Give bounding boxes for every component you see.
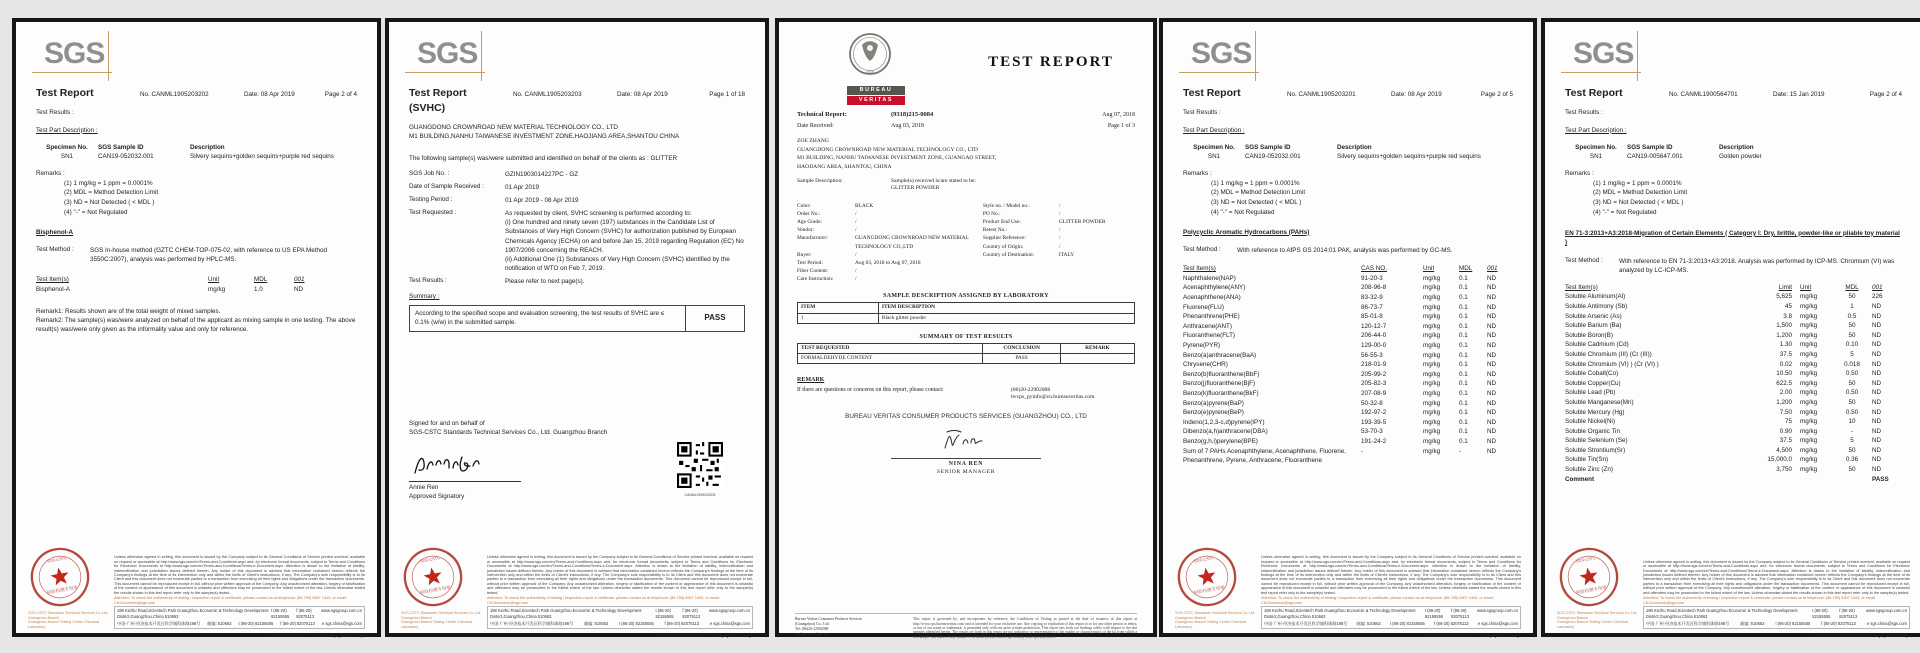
test-results-label: Test Results : [1183,109,1221,117]
svg-text:检验检测专用章: 检验检测专用章 [46,584,78,595]
remark-line: (3) ND = Not Detected ( < MDL ) [1211,199,1302,207]
intro-line: The following sample(s) was/were submitted and identified on behalf of the clients as : GLITTER [409,155,678,163]
footer-address-row-en: 198 Kezhu Road,Scientech Park Guangzhou Economic & Technology Development District,Guangzhou,China 510663 t (86-20) 82155555 f (86-20) 82075113 www.sgsgroup.com.cn [490,608,750,619]
bv-footer-legal: This report is governed by, and incorporates by reference, the Conditions of Testing as posted at the date of issuance of this report at http://www.cps.bureauveritas.com/ and is intended for your exclusive use. Any copying or replication of this report to or for any other person or entity, or use of our name or trademark, is permitted only with our prior written permission. This report sets forth our findings solely with respect to the test samples identified herein. The results set forth in this report are not indicative or representative of the quality or characteristics of the lot from which a test sample was taken or any similar or identical product unless specifically and expressly noted. [913,617,1137,639]
bv-footer-address-line: cps.bureauveritas.com [795,631,829,636]
svg-text:检验检测专用章: 检验检测专用章 [1575,584,1607,595]
detail-field: Country of Origin: / [982,243,1061,250]
report-page: Page 1 of 18 [709,91,745,98]
detail-field: PO No.: / [982,211,1061,218]
signature-block [409,420,639,501]
report-title: Test Report [36,87,94,99]
table-row: Soluble Antimony (Sb) 45 mg/kg 1 ND [1565,302,1882,310]
sample-detail-columns [797,202,1135,283]
detail-field: Age Grade: / [797,219,857,226]
report-title: Test Report [1183,87,1241,99]
report-page: Page 2 of 4 [1869,91,1902,98]
sgs-logo-vline [108,31,109,81]
footer-address-box [114,606,365,629]
table-header-row: ITEM ITEM DESCRIPTION [798,303,1135,313]
qr-code-block [675,442,725,497]
sgs-logo [417,34,503,78]
signatory-title: Approved Signatory [409,492,465,500]
detail-column-right [983,202,1135,283]
sgs-report-pahs[interactable] [1159,18,1537,640]
signature-rule [891,458,1041,459]
svg-text:检验检测专用章: 检验检测专用章 [1193,584,1225,595]
remarks-list [1565,179,1902,218]
report-date: Date: 15 Jan 2019 [1773,91,1825,98]
table-row: Soluble Chromium (VI) ) (Cr (VI) ) 0.02 mg/kg 0.018 ND [1565,360,1882,368]
technical-report-row: Technical Report: (9318)215-0084 Aug 07, 2018 [797,110,1135,118]
bv-company-line: BUREAU VERITAS CONSUMER PRODUCTS SERVICES (GUANGZHOU) CO., LTD [845,413,1087,421]
sgs-report-svhc[interactable] [385,18,769,640]
sgs-footer [26,546,365,629]
technical-report-number: (9318)215-0084 [891,110,934,118]
report-number: No. CANML1905203202 [140,91,209,98]
result-table-body [1183,274,1513,466]
sgs-logo-text: SGS [44,37,105,70]
remark-line: (3) ND = Not Detected ( < MDL ) [64,199,155,207]
table-row: FORMALDEHYDE CONTENT PASS [798,354,1135,364]
report-page: Page 2 of 5 [1480,91,1513,98]
detail-field: Buyer: / [797,251,857,258]
sample-description-value: Sample(s) received is/are stated to be: GLITTER POWDER [891,177,976,192]
report-date: Date: 08 Apr 2019 [617,91,668,98]
issue-date: Aug 07, 2018 [1102,111,1135,118]
sample-description-table [797,302,1135,324]
summary-box [409,305,745,332]
sgs-logo-text: SGS [1573,37,1634,70]
remark-line: (1) 1 mg/kg = 1 ppm = 0.0001% [64,179,153,187]
bv-footer-address-line: Tel: (86)20-22902088 [795,627,829,632]
sgs-logo-hline [405,72,485,73]
signatory-name: NINA REN [948,461,984,468]
detail-field: Order No.: / [797,211,857,218]
footer-legal-text: Unless otherwise agreed in writing, this document is issued by the Company subject to its General Conditions of Service printed overleaf, available on request or accessible at http://www.sgs.com/en/Terms-and-Conditions.aspx and, for electronic format documents, subject to Terms and Conditions for Electronic Documents at http://www.sgs.com/en/Terms-and-Conditions/Terms-e-Document.aspx. Attention is drawn to the limitation of liability, indemnification and jurisdiction issues defined therein. Any holder of this document is advised that information contained hereon reflects the Company's findings at the time of its intervention only and within the limits of Client's instructions, if any. The Company's sole responsibility is to its Client and this document does not exonerate parties to a transaction from exercising all their rights and obligations under the transaction documents. This document cannot be reproduced except in full, without prior written approval of the Company. Any unauthorized alteration, forgery or falsification of the content or appearance of this document is unlawful and offenders may be prosecuted to the fullest extent of the law. Unless otherwise stated the results shown in this test report refer only to the sample(s) tested. [114,555,365,595]
bv-footer-address [795,617,905,639]
test-results-row: Test Results : Please refer to next page(s). [409,277,585,286]
page-content [389,22,765,649]
specimen-value-row: SN1 CAN19-052032.001 Silvery sequins+golden sequins+purple red sequins [1207,152,1481,160]
summary-text: According to the specified scope and evaluation screening, the test results of SVHC are ≤ 0.1% (w/w) in the submitted sample. [415,309,665,327]
specimen-header-row: Specimen No. SGS Sample ID Description [1575,144,1754,152]
comment-pass: PASS [1872,475,1889,483]
test-requested-paragraph: (ii) Additional One (1) Substances of Very High Concern (SVHC) identified by the notification of WTO on Feb 7, 2019. [505,255,730,272]
footer-attention-text: Attention: To check the authenticity of testing / inspection report & certificate, please contact us at telephone: (86-755) 8307 1443, or email: CN.Doccheck@sgs.com [1261,596,1494,605]
remark-line: (2) MDL = Method Detection Limit [64,189,159,197]
sgs-logo [44,34,130,78]
stamp-caption-1: SGS-CSTC Standards Technical Services Co.,Ltd. Guangzhou Branch [401,611,482,620]
stamp-column [399,546,487,629]
report-header [1565,86,1902,100]
table-row: Phenanthrene(PHE) 85-01-8 mg/kg 0.1 ND [1183,313,1497,321]
sgs-member-line: Member of the SGS Group (SGS SA) [1426,633,1519,640]
sgs-member-line: Member of the SGS Group (SGS SA) [1815,633,1908,640]
table-row: Soluble Lead (Pb) 2.00 mg/kg 0.50 ND [1565,389,1882,397]
section-heading: Polycyclic Aromatic Hydrocarbons (PAHs) [1183,228,1310,236]
bv-wordmark-bureau: BUREAU [847,86,905,95]
result-table-body [1565,292,1902,474]
table-row: Soluble Boron(B) 1,200 mg/kg 50 ND [1565,331,1882,339]
sgs-logo [1573,34,1659,78]
footer-text [487,555,753,629]
report-page: Page 2 of 4 [324,91,357,98]
report-title: Test Report [409,87,467,99]
summary-table-title: SUMMARY OF TEST RESULTS [919,333,1013,340]
remark1: Remark1: Results shown are of the total weight of mixed samples. [36,307,221,315]
remark-line: (3) ND = Not Detected ( < MDL ) [1593,199,1684,207]
summary-of-test-results-table [797,343,1135,365]
red-seal-stamp-icon [396,540,470,612]
table-row: Soluble Mercury (Hg) 7.50 mg/kg 0.50 ND [1565,408,1882,416]
bv-footer [795,613,1137,639]
red-seal-stamp-icon [1170,540,1244,612]
sgs-logo-hline [32,72,112,73]
svg-text:SGS-CSTC: SGS-CSTC [419,554,441,564]
test-requested-paragraphs [505,209,745,273]
red-seal-stamp-icon [23,540,97,612]
table-row: Acenaphthylene(ANY) 208-96-8 mg/kg 0.1 ND [1183,284,1497,292]
detail-field: Test Period: Aug 03, 2018 to Aug 07, 2018 [797,259,921,266]
test-results-label: Test Results : [1565,109,1603,117]
footer-address-row-en: 198 Kezhu Road,Scientech Park Guangzhou Economic & Technology Development District,Guangzhou,China 510663 t (86-20) 82155555 f (86-20) 82075113 www.sgsgroup.com.cn [117,608,363,619]
result-table [1565,283,1902,484]
sgs-logo-vline [1637,31,1638,81]
signature-rule [409,481,521,482]
stamp-caption-1: SGS-CSTC Standards Technical Services Co.,Ltd. Guangzhou Branch [1557,611,1638,620]
test-requested-paragraph: As requested by client, SVHC screening is performed according to: [505,210,692,218]
remark-section [797,376,1135,402]
sgs-logo-text: SGS [417,37,478,70]
bv-title-area [967,32,1135,105]
table-row: Benzo(b)fluoranthene(BbF) 205-99-2 mg/kg 0.1 ND [1183,370,1497,378]
remark-line: (4) "-" = Not Regulated [1211,208,1275,216]
report-title: Test Report [1565,87,1623,99]
signed-line-2: SGS-CSTC Standards Technical Services Co., Ltd. Guangzhou Branch [409,428,608,436]
summary-heading: Summary : [409,293,440,301]
client-company-lines [797,146,1135,171]
remark-line: (1) 1 mg/kg = 1 ppm = 0.0001% [1211,179,1300,187]
table-row: Soluble Copper(Cu) 622.5 mg/kg 50 ND [1565,379,1882,387]
footer-attention-text: Attention: To check the authenticity of testing / inspection report & certificate, please contact us at telephone: (86-755) 8307 1443, or email: CN.Doccheck@sgs.com [114,596,347,605]
comment-row: Comment PASS [1565,475,1902,485]
stamp-caption-2: Guangzhou Branch Testing Center Chemical Laboratory [28,620,100,629]
footer-attention-text: Attention: To check the authenticity of testing / inspection report & certificate, please contact us at telephone: (86-755) 8307 1443, or email: CN.Doccheck@sgs.com [487,596,720,605]
specimen-header-row: Specimen No. SGS Sample ID Description [1193,144,1372,152]
table-row: Naphthalene(NAP) 91-20-3 mg/kg 0.1 ND [1183,274,1497,282]
table-row: Fluorene(FLU) 86-73-7 mg/kg 0.1 ND [1183,303,1497,311]
table-row: Dibenzo(a,h)anthracene(DBA) 53-70-3 mg/kg 0.1 ND [1183,428,1497,436]
stamp-caption-2: Guangzhou Branch Testing Center Chemical Laboratory [1175,620,1247,629]
table-row: Soluble Nickel(Ni) 75 mg/kg 10 ND [1565,418,1882,426]
table-row: Soluble Zinc (Zn) 3,750 mg/kg 50 ND [1565,466,1882,474]
footer-address-row-cn: 中国·广州·经济技术开发区科学城科珠路198号 邮编: 510663 t (86-20) 82155555 f (86-20) 82075113 e sgs.china@sgs.com [490,621,750,627]
svg-text:检验检测专用章: 检验检测专用章 [419,584,451,595]
detail-field: Country of Destination: ITALY [982,251,1075,258]
table-row: Soluble Tin(Sn) 15,000.0 mg/kg 0.36 ND [1565,456,1882,464]
table-row: 1 Black glitter powder [798,313,1135,323]
footer-legal-text: Unless otherwise agreed in writing, this document is issued by the Company subject to its General Conditions of Service printed overleaf, available on request or accessible at http://www.sgs.com/en/Terms-and-Conditions.aspx and, for electronic format documents, subject to Terms and Conditions for Electronic Documents at http://www.sgs.com/en/Terms-and-Conditions/Terms-e-Document.aspx. Attention is drawn to the limitation of liability, indemnification and jurisdiction issues defined therein. Any holder of this document is advised that information contained hereon reflects the Company's findings at the time of its intervention only and within the limits of Client's instructions, if any. The Company's sole responsibility is to its Client and this document does not exonerate parties to a transaction from exercising all their rights and obligations under the transaction documents. This document cannot be reproduced except in full, without prior written approval of the Company. Any unauthorized alteration, forgery or falsification of the content or appearance of this document is unlawful and offenders may be prosecuted to the fullest extent of the law. Unless otherwise stated the results shown in this test report refer only to the sample(s) tested. [1261,555,1521,595]
footer-legal-text: Unless otherwise agreed in writing, this document is issued by the Company subject to its General Conditions of Service printed overleaf, available on request or accessible at http://www.sgs.com/en/Terms-and-Conditions.aspx and, for electronic format documents, subject to Terms and Conditions for Electronic Documents at http://www.sgs.com/en/Terms-and-Conditions/Terms-e-Document.aspx. Attention is drawn to the limitation of liability, indemnification and jurisdiction issues defined therein. Any holder of this document is advised that information contained hereon reflects the Company's findings at the time of its intervention only and within the limits of Client's instructions, if any. The Company's sole responsibility is to its Client and this document does not exonerate parties to a transaction from exercising all their rights and obligations under the transaction documents. This document cannot be reproduced except in full, without prior written approval of the Company. Any unauthorized alteration, forgery or falsification of the content or appearance of this document is unlawful and offenders may be prosecuted to the fullest extent of the law. Unless otherwise stated the results shown in this test report refer only to the sample(s) tested. [487,555,753,595]
sgs-logo-vline [1255,31,1256,81]
remarks-heading: Remarks : [36,170,65,178]
table-row: Benzo(g,h,i)perylene(BPE) 191-24-2 mg/kg 0.1 ND [1183,437,1497,445]
test-results-label: Test Results : [36,109,74,117]
remark2: Remark2: The sample(s) was/were analyzed on behalf of the applicant as mixing sample in one testing. The above result(s) was/were only given as the informality value and only for reference. [36,316,356,333]
qr-caption: CANML1905203203 [684,492,716,497]
footer-address-box [1643,606,1910,629]
table-row: Sum of 7 PAHs Acenaphthylene, Acenaphthene, Fluorene, Phenanthrene, Pyrene, Anthracene, Fluoranthene - mg/kg - ND [1183,447,1497,465]
result-table-header: Test Item(s) Unit MDL 001 [36,276,305,284]
stamp-column [1173,546,1261,629]
table-row: Benzo(k)fluoranthene(BkF) 207-08-9 mg/kg 0.1 ND [1183,390,1497,398]
result-table [1183,264,1513,465]
footer-text [114,555,365,629]
sgs-report-bisphenol[interactable] [12,18,381,640]
detail-field: Care Instruction: / [797,276,857,282]
table-row: Benzo(e)pyrene(BeP) 192-97-2 mg/kg 0.1 ND [1183,409,1497,417]
specimen-value-row: SN1 CAN19-052032.001 Silvery sequins+golden sequins+purple red sequins [60,152,334,160]
qr-code-icon [677,442,723,488]
client-company-line: GUANGDONG CROWNROAD NEW MATERIAL TECHNOLOGY CO., LTD [797,146,978,153]
footer-text [1261,555,1521,629]
test-part-description-heading: Test Part Description : [1565,126,1627,134]
remarks-list [36,179,357,218]
detail-field: Product End Use: GLITTER POWDER [982,219,1106,226]
specimen-header-row: Specimen No. SGS Sample ID Description [46,144,225,152]
detail-field: Vendor: / [797,227,857,234]
result-table-body [36,285,357,295]
remark-line: (2) MDL = Method Detection Limit [1593,189,1688,197]
contact-email: bvcps_pyinfo@cn.bureauveritas.com [1011,394,1095,401]
table-row: Indeno(1,2,3-c,d)pyrene(IPY) 193-39-5 mg/kg 0.1 ND [1183,418,1497,426]
table-row: Chrysene(CHR) 218-01-9 mg/kg 0.1 ND [1183,361,1497,369]
report-header [1183,86,1513,100]
svg-text:SGS-CSTC: SGS-CSTC [1575,554,1597,564]
report-header [36,86,357,100]
sgs-logo-text: SGS [1191,37,1252,70]
footer-address-box [1261,606,1521,629]
remark-line: (4) "-" = Not Regulated [1593,208,1657,216]
sgs-logo-vline [481,31,482,81]
client-company: GUANGDONG CROWNROAD NEW MATERIAL TECHNOLOGY CO., LTD [409,124,618,132]
test-part-description-heading: Test Part Description : [36,126,98,134]
table-row: Soluble Strontium(Sr) 4,500 mg/kg 50 ND [1565,446,1882,454]
table-row: Soluble Cobalt(Co) 10.50 mg/kg 0.50 ND [1565,370,1882,378]
handwritten-signature-icon [937,428,995,454]
bv-footer-address-line: Bureau Veritas Consumer Products Services [795,617,862,622]
test-method: Test Method : SGS In-house method (GZTC CHEM-TOP-075-02, with reference to US EPA Method 3550C:2007), analysis was performed by HPLC-MS. [36,246,328,264]
report-number: No. CANML1905203201 [1287,91,1356,98]
report-page: Page 1 of 3 [1107,123,1135,130]
sample-description-row: Sample Description: Sample(s) received is/are stated to be: GLITTER POWDER [797,177,976,192]
section-heading: Bisphenol-A [36,228,74,236]
table-row: Soluble Arsenic (As) 3.8 mg/kg 0.5 ND [1565,312,1882,320]
footer-attention-text: Attention: To check the authenticity of testing / inspection report & certificate, please contact us at telephone: (86-755) 8307 1443, or email: CN.Doccheck@sgs.com [1643,596,1876,605]
client-block [797,137,1135,171]
client-address: M1 BUILDING,NANHU TAIWANESE INVESTMENT ZONE,HAOJIANG AREA,SHANTOU CHINA [409,132,680,140]
table-row: Soluble Selenium (Se) 37.5 mg/kg 5 ND [1565,437,1882,445]
sgs-footer [1173,546,1521,629]
footer-address-box [487,606,753,629]
handwritten-signature-icon [409,449,483,479]
footer-text [1643,560,1910,629]
report-number: No. CANML1900564701 [1669,91,1738,98]
section-heading: EN 71-3:2013+A3:2018-Migration of Certain Elements ( Category I: Dry, brittle, powder-like or pliable toy material ) [1565,229,1900,247]
client-company-line: M1 BUILDING, NANHU TAIWANESE INVESTMENT ZONE, GUANGAO STREET, [797,155,997,162]
table-row: Acenaphthene(ANA) 83-32-9 mg/kg 0.1 ND [1183,294,1497,302]
sgs-logo-hline [1561,72,1641,73]
table-row: Soluble Cadmium (Cd) 1.30 mg/kg 0.10 ND [1565,341,1882,349]
page-content [16,22,377,649]
svg-text:SGS-CSTC: SGS-CSTC [1193,554,1215,564]
result-table-header: Test Item(s) Limit Unit MDL 001 [1565,283,1883,291]
footer-address-row-en: 198 Kezhu Road,Scientech Park Guangzhou Economic & Technology Development District,Guangzhou,China 510663 t (86-20) 82155555 f (86-20) 82075113 www.sgsgroup.com.cn [1264,608,1518,619]
test-requested-row: Test Requested : As requested by client, SVHC screening is performed according to: (i) One hundred and ninety seven (197) substances in the Candidate List of Substances of Very High Concern (SVHC) for authorization published by European Chemicals Agency (ECHA) on and before Jan 15, 2019 regarding Regulation (EC) No 1907/2006 concerning the REACH. (ii) Additional One (1) Substances of Very High Concern (SVHC) identified by the notification of WTO on Feb 7, 2019. [409,209,744,272]
bureau-veritas-logo [797,32,967,105]
table-row: Benzo(a)anthracene(BaA) 56-55-3 mg/kg 0.1 ND [1183,351,1497,359]
detail-field: Style no. / Model no.: / [982,203,1061,210]
report-title: TEST REPORT [988,54,1114,70]
bv-header [797,32,1135,105]
report-header [409,86,745,100]
table-row: Soluble Barium (Ba) 1,500 mg/kg 50 ND [1565,322,1882,330]
remarks-heading: Remarks : [1565,170,1594,178]
testing-period-row: Testing Period : 01 Apr 2019 - 08 Apr 2019 [409,196,579,205]
detail-field: Fiber Content: / [797,267,857,274]
sgs-footer [1555,546,1910,629]
remark-text: If there are questions or concerns on this report, please contact: [797,386,944,393]
table-header-row: TEST REQUESTED CONCLUSION REMARK [798,343,1135,353]
stamp-caption-1: SGS-CSTC Standards Technical Services Co.,Ltd. Guangzhou Branch [28,611,109,620]
page-content [1163,22,1533,649]
detail-field: Color: BLACK [797,203,874,210]
signed-line-1: Signed for and on behalf of [409,420,485,427]
stamp-column [26,546,114,629]
bureau-veritas-report[interactable] [775,18,1157,637]
footer-legal-text: Unless otherwise agreed in writing, this document is issued by the Company subject to its General Conditions of Service printed overleaf, available on request or accessible at http://www.sgs.com/en/Terms-and-Conditions.aspx and, for electronic format documents, subject to Terms and Conditions for Electronic Documents at http://www.sgs.com/en/Terms-and-Conditions/Terms-e-Document.aspx. Attention is drawn to the limitation of liability, indemnification and jurisdiction issues defined therein. Any holder of this document is advised that information contained hereon reflects the Company's findings at the time of its intervention only and within the limits of Client's instructions, if any. The Company's sole responsibility is to its Client and this document does not exonerate parties to a transaction from exercising all their rights and obligations under the transaction documents. This document cannot be reproduced except in full, without prior written approval of the Company. Any unauthorized alteration, forgery or falsification of the content or appearance of this document is unlawful and offenders may be prosecuted to the fullest extent of the law. Unless otherwise stated the results shown in this test report refer only to the sample(s) tested. [1643,559,1910,595]
stamp-caption-2: Guangzhou Branch Testing Center Chemical Laboratory [1557,620,1629,629]
sgs-report-en71[interactable] [1541,18,1920,640]
sgs-logo-hline [1179,72,1259,73]
table-row: Bisphenol-A mg/kg 1.0 ND [36,286,304,294]
test-part-description-heading: Test Part Description : [1183,126,1245,134]
stamp-caption-1: SGS-CSTC Standards Technical Services Co.,Ltd. Guangzhou Branch [1175,611,1256,620]
sample-table-title: SAMPLE DESCRIPTION ASSIGNED BY LABORATORY [883,293,1049,300]
red-seal-stamp-icon [1552,540,1626,612]
specimen-value-row: SN1 CAN19-005647.001 Golden powder [1589,152,1762,160]
sgs-logo [1191,34,1277,78]
footer-address-row-cn: 中国·广州·经济技术开发区科学城科珠路198号 邮编: 510663 t (86-20) 82155555 f (86-20) 82075113 e sgs.china@sgs.com [1264,621,1518,627]
result-table-header: Test Item(s) CAS NO. Unit MDL 001 [1183,265,1498,273]
remark-row [797,387,1135,403]
table-row: Fluoranthene(FLT) 206-44-0 mg/kg 0.1 ND [1183,332,1497,340]
svg-text:SGS-CSTC: SGS-CSTC [46,554,68,564]
table-row: Anthracene(ANT) 120-12-7 mg/kg 0.1 ND [1183,322,1497,330]
signature-block [797,428,1135,477]
report-date: Date: 08 Apr 2019 [244,91,295,98]
report-number: No. CANML1905203203 [513,91,582,98]
remark-heading: REMARK [797,377,825,384]
client-company-line: HAOJIANG AREA, SHANTOU, CHINA [797,163,892,170]
table-row: Soluble Manganese(Mn) 1,200 mg/kg 50 ND [1565,398,1882,406]
test-method: Test Method : With reference to EN 71-3:2013+A3:2018. Analysis was performed by ICP-MS. Chromium (VI) was analyzed by LC-ICP-MS. [1565,256,1895,274]
remark-line: (2) MDL = Method Detection Limit [1211,189,1306,197]
bv-emblem-year: 1828 [865,69,875,74]
table-row: Soluble Organic Tin 0.90 mg/kg - ND [1565,427,1882,435]
bv-emblem-icon [847,32,893,80]
table-row: Soluble Chromium (III) (Cr (III)) 37.5 mg/kg 5 ND [1565,350,1882,358]
detail-field: Manufacturer: GUANGDONG CROWNROAD NEW MATERIAL TECHNOLOGY CO.,LTD [797,235,969,250]
remark-line: (4) "-" = Not Regulated [64,208,128,216]
signatory-name: Annie Ren [409,484,439,491]
table-row: Pyrene(PYR) 129-00-0 mg/kg 0.1 ND [1183,342,1497,350]
remark-contact [1011,387,1135,403]
table-row: Soluble Aluminum(Al) 5,625 mg/kg 50 226 [1565,293,1883,301]
summary-result-pass: PASS [685,306,744,331]
page-content [779,22,1153,653]
report-date: Date: 08 Apr 2019 [1391,91,1442,98]
detail-field: Retest No.: / [982,227,1061,234]
job-no-row: SGS Job No. : GZIN1903014227PC - GZ [409,169,579,178]
test-method: Test Method : With reference to AfPS GS 2014:01 PAK, analysis was performed by GC-MS. [1183,246,1453,255]
report-subtitle: (SVHC) [409,102,446,115]
contact-name: ZOE ZHANG [797,138,829,145]
result-table [36,275,357,294]
detail-column-left [797,202,983,283]
footer-address-row-en: 198 Kezhu Road,Scientech Park Guangzhou Economic & Technology Development District,Guangzhou,China 510663 t (86-20) 82155555 f (86-20) 82075113 www.sgsgroup.com.cn [1646,608,1907,619]
sgs-member-line: Member of the SGS Group (SGS SA) [658,633,751,640]
date-received-row: Date of Sample Received : 01 Apr 2019 [409,182,539,191]
table-row: Benzo(a)pyrene(BaP) 50-32-8 mg/kg 0.1 ND [1183,399,1497,407]
contact-phone: (86)20-22902088 [1011,386,1051,393]
remarks-list [1183,179,1513,218]
remarks-heading: Remarks : [1183,170,1212,178]
detail-field: Supplier Reference: / [982,235,1061,242]
stamp-caption-2: Guangzhou Branch Testing Center Chemical Laboratory [401,620,473,629]
bv-wordmark-veritas: VERITAS [847,96,905,105]
stamp-column [1555,546,1643,629]
bv-footer-address-line: (Guangzhou) Co., Ltd. [795,622,830,627]
date-received-row: Date Received: Aug 03, 2018 Page 1 of 3 [797,123,1135,130]
sgs-member-line: Member of the SGS Group (SGS SA) [270,633,363,640]
footer-address-row-cn: 中国·广州·经济技术开发区科学城科珠路198号 邮编: 510663 t (86-20) 82155555 f (86-20) 82075113 e sgs.china@sgs.com [1646,621,1907,627]
footer-address-row-cn: 中国·广州·经济技术开发区科学城科珠路198号 邮编: 510663 t (86-20) 82155555 f (86-20) 82075113 e sgs.china@sgs.com [117,621,362,627]
test-requested-paragraph: (i) One hundred and ninety seven (197) substances in the Candidate List of Substances of Very High Concern (SVHC) for authorization published by European Chemicals Agency (ECHA) on and before Jan 15, 2019 regarding Regulation (EC) No 1907/2006 concerning the REACH. [505,219,744,254]
page-content [1545,22,1920,649]
table-row: Benzo(j)fluoranthene(BjF) 205-82-3 mg/kg 0.1 ND [1183,380,1497,388]
signatory-title: SENIOR MANAGER [936,469,996,476]
remark-line: (1) 1 mg/kg = 1 ppm = 0.0001% [1593,179,1682,187]
sgs-footer [399,546,753,629]
